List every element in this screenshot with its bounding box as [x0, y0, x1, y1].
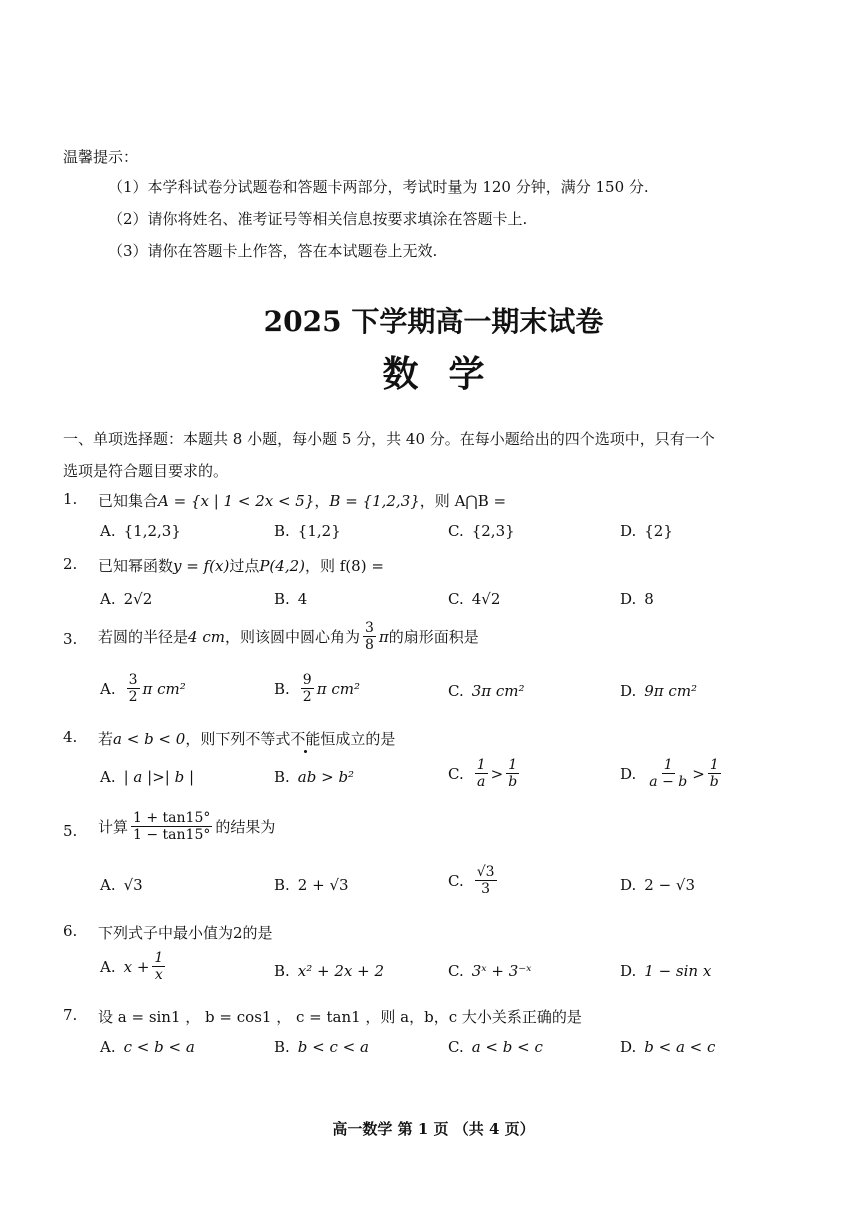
fraction-denominator: b — [508, 774, 518, 791]
question-1-option-c — [448, 522, 515, 540]
option-text: π cm² — [142, 679, 186, 698]
fraction-numerator: 9 — [302, 672, 312, 688]
option-letter: D. — [620, 764, 637, 783]
fraction-numerator: 1 — [476, 757, 486, 773]
q4-pre: 若 — [98, 730, 114, 748]
fraction-numerator: 1 + tan15° — [133, 810, 211, 826]
fraction-numerator: 3 — [128, 672, 138, 688]
option-letter: A. — [100, 957, 116, 976]
option-letter: D. — [620, 876, 637, 894]
q1-math-2: B = {1,2,3} — [329, 491, 420, 510]
option-fraction — [475, 864, 497, 897]
question-3-stem — [98, 620, 479, 653]
q5-pre: 计算 — [98, 818, 129, 837]
tips-heading: 温馨提示： — [63, 148, 139, 166]
fraction-denominator: b — [709, 774, 719, 791]
option-text: π cm² — [316, 679, 360, 698]
option-text: x² + 2x + 2 — [297, 962, 385, 980]
question-2-option-a — [100, 590, 152, 608]
question-2-option-d — [620, 590, 654, 608]
option-text: c < b < a — [123, 1038, 195, 1056]
option-letter: C. — [448, 962, 464, 980]
option-text: {2,3} — [471, 522, 515, 540]
fraction-denominator: a — [477, 774, 486, 791]
fraction-numerator: 3 — [364, 620, 374, 636]
option-fraction-2 — [708, 757, 721, 790]
option-text: 2√2 — [123, 590, 153, 608]
option-fraction — [301, 672, 314, 705]
question-7-option-a — [100, 1038, 195, 1056]
option-fraction — [152, 950, 165, 983]
option-text: √3 — [123, 876, 143, 894]
option-text: 3π cm² — [471, 682, 525, 700]
q1-math-1: A = {x | 1 < 2x < 5} — [158, 491, 315, 510]
fraction-numerator: 1 — [154, 950, 164, 966]
q3-pre: 若圆的半径是 — [98, 628, 189, 647]
question-5-option-c — [448, 864, 500, 897]
option-letter: A. — [100, 590, 116, 608]
q3-math-1: 4 cm — [188, 627, 225, 646]
question-2-stem — [98, 555, 384, 576]
option-text: a < b < c — [471, 1038, 543, 1056]
q3-post: 的扇形面积是 — [388, 628, 479, 647]
option-text: {2} — [644, 522, 673, 540]
question-3-option-a — [100, 672, 186, 705]
option-text: b < a < c — [644, 1038, 716, 1056]
q4-emphasis — [290, 728, 320, 749]
option-letter: C. — [448, 682, 464, 700]
question-4-number: 4. — [63, 728, 78, 746]
option-letter: A. — [100, 876, 116, 894]
question-4-option-d — [620, 757, 724, 790]
question-1-number: 1. — [63, 490, 78, 508]
option-fraction — [127, 672, 140, 705]
fraction-denominator: 2 — [302, 689, 312, 706]
fraction-numerator: 1 — [663, 757, 673, 773]
q3-fraction — [363, 620, 376, 653]
question-6-option-a — [100, 950, 168, 983]
q2-post: ，则 f(8) = — [304, 557, 384, 575]
q1-pre: 已知集合 — [98, 492, 159, 510]
option-letter: B. — [274, 768, 290, 786]
question-6-stem: 下列式子中最小值为2的是 — [98, 924, 273, 942]
option-letter: C. — [448, 590, 464, 608]
question-1-option-d — [620, 522, 673, 540]
option-letter: B. — [274, 522, 290, 540]
tip-line-2: （2）请你将姓名、准考证号等相关信息按要求填涂在答题卡上. — [108, 210, 528, 228]
q3-pi: π — [378, 627, 389, 646]
question-5-option-b — [274, 876, 349, 894]
q4-post: 恒成立的是 — [320, 730, 396, 748]
option-letter: C. — [448, 871, 464, 890]
emphasis-text: 不能 — [290, 730, 321, 748]
option-text: 8 — [644, 590, 654, 608]
q4-mid: ，则下列不等式 — [185, 730, 291, 748]
section-heading-line-2: 选项是符合题目要求的。 — [63, 462, 229, 480]
question-4-option-c — [448, 757, 522, 790]
question-4-option-a — [100, 768, 194, 786]
question-2-option-c — [448, 590, 500, 608]
option-letter: A. — [100, 679, 116, 698]
question-7-option-d — [620, 1038, 715, 1056]
option-letter: A. — [100, 1038, 116, 1056]
q2-pre: 已知幂函数 — [98, 557, 174, 575]
option-letter: B. — [274, 679, 290, 698]
option-letter: D. — [620, 590, 637, 608]
question-6-option-b — [274, 962, 384, 980]
option-text: x + — [123, 957, 150, 976]
option-letter: B. — [274, 590, 290, 608]
question-4-stem — [98, 728, 395, 749]
option-letter: A. — [100, 522, 116, 540]
option-fraction-2 — [506, 757, 519, 790]
option-letter: C. — [448, 522, 464, 540]
option-text: 4√2 — [471, 590, 501, 608]
option-fraction-1 — [475, 757, 488, 790]
question-7-stem: 设 a = sin1 ， b = cos1 ， c = tan1 ，则 a，b，c 大小关系正确的是 — [98, 1008, 582, 1026]
option-fraction-1 — [647, 757, 689, 790]
question-7-option-b — [274, 1038, 369, 1056]
question-1-option-b — [274, 522, 341, 540]
option-text: 9π cm² — [644, 682, 698, 700]
q1-mid: ， — [314, 492, 330, 510]
question-5-stem — [98, 810, 275, 843]
fraction-numerator: 1 — [709, 757, 719, 773]
q1-post: ，则 A⋂B = — [419, 492, 507, 510]
option-letter: B. — [274, 1038, 290, 1056]
q5-post: 的结果为 — [215, 818, 276, 837]
question-6-option-d — [620, 962, 711, 980]
option-letter: A. — [100, 768, 116, 786]
option-text: b < c < a — [297, 1038, 369, 1056]
question-7-option-c — [448, 1038, 543, 1056]
question-5-option-d — [620, 876, 695, 894]
question-6-number: 6. — [63, 922, 78, 940]
question-5-number: 5. — [63, 822, 78, 840]
tip-line-1: （1）本学科试卷分试题卷和答题卡两部分，考试时量为 120 分钟，满分 150 分. — [108, 178, 649, 196]
option-letter: C. — [448, 764, 464, 783]
question-3-option-d — [620, 682, 697, 700]
exam-title: 2025 下学期高一期末试卷 — [263, 305, 604, 338]
question-4-option-b — [274, 768, 354, 786]
subject-title: 数学 — [382, 353, 515, 395]
question-1-option-a — [100, 522, 181, 540]
question-3-number: 3. — [63, 630, 78, 648]
option-letter: B. — [274, 876, 290, 894]
option-text: 1 − sin x — [644, 962, 712, 980]
option-text: 3ˣ + 3⁻ˣ — [471, 962, 532, 980]
question-6-option-c — [448, 962, 531, 980]
fraction-denominator: 2 — [128, 689, 138, 706]
question-2-number: 2. — [63, 555, 78, 573]
fraction-numerator: 1 — [508, 757, 518, 773]
option-letter: D. — [620, 522, 637, 540]
fraction-denominator: 8 — [364, 637, 374, 654]
fraction-numerator: √3 — [476, 864, 495, 880]
page-footer: 高一数学 第 1 页 （共 4 页） — [332, 1120, 535, 1138]
option-text: {1,2} — [297, 522, 341, 540]
fraction-denominator: 1 − tan15° — [133, 827, 211, 844]
fraction-denominator: x — [154, 967, 163, 984]
q3-mid: ，则该圆中圆心角为 — [224, 628, 360, 647]
option-text: ab > b² — [297, 768, 355, 786]
question-2-option-b — [274, 590, 307, 608]
option-text: 4 — [297, 590, 308, 608]
option-text: {1,2,3} — [123, 522, 181, 540]
option-text: 2 − √3 — [644, 876, 696, 894]
q2-math-1: y = f(x) — [173, 556, 230, 575]
option-text: | a |>| b | — [123, 768, 195, 786]
question-3-option-c — [448, 682, 525, 700]
question-3-option-b — [274, 672, 360, 705]
option-comparison: > — [490, 764, 504, 783]
option-letter: B. — [274, 962, 290, 980]
option-comparison: > — [692, 764, 705, 783]
tip-line-3: （3）请你在答题卡上作答，答在本试题卷上无效. — [108, 242, 438, 260]
q2-mid: 过点 — [229, 557, 260, 575]
question-1-stem — [98, 490, 506, 511]
q5-fraction — [131, 810, 212, 843]
option-letter: D. — [620, 962, 637, 980]
option-letter: C. — [448, 1038, 464, 1056]
section-heading-line-1: 一、单项选择题：本题共 8 小题，每小题 5 分，共 40 分。在每小题给出的四个选项中，只有一个 — [63, 430, 715, 448]
fraction-denominator: 3 — [481, 881, 491, 898]
q2-math-2: P(4,2) — [259, 556, 305, 575]
question-5-option-a — [100, 876, 143, 894]
question-7-number: 7. — [63, 1006, 78, 1024]
q4-math-1: a < b < 0 — [113, 729, 186, 748]
option-letter: D. — [620, 1038, 637, 1056]
option-text: 2 + √3 — [297, 876, 349, 894]
option-letter: D. — [620, 682, 637, 700]
fraction-denominator: a − b — [649, 774, 688, 791]
